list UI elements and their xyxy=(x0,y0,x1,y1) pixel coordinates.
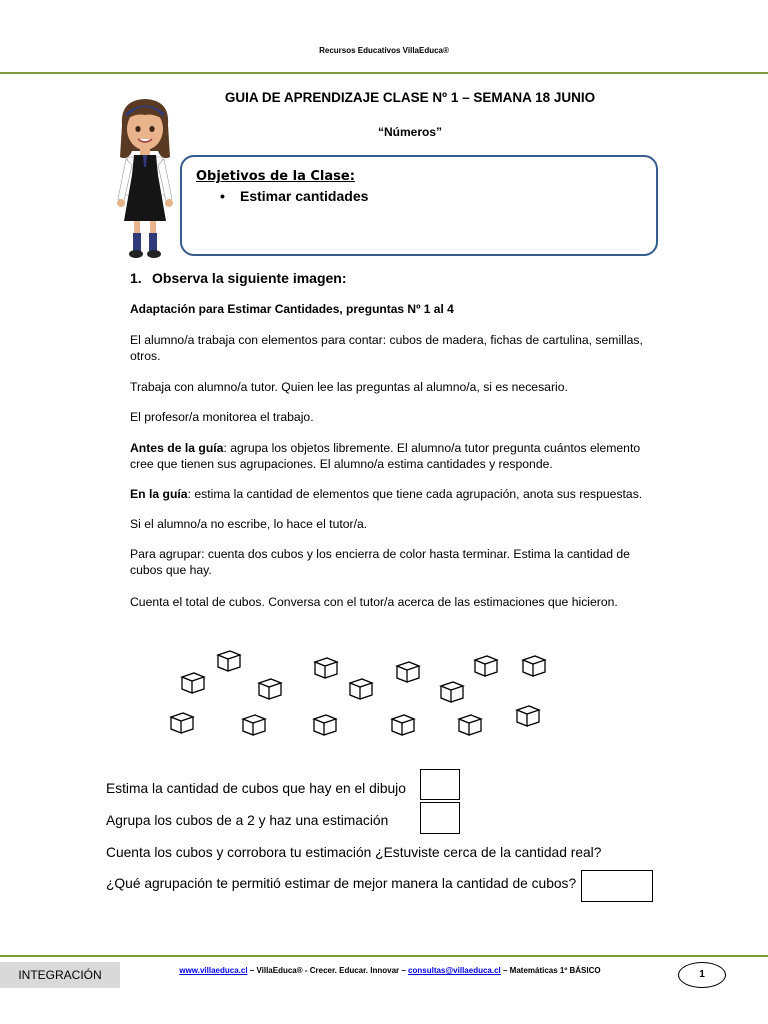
objective-item xyxy=(220,188,368,204)
paragraph: Si el alumno/a no escribe, lo hace el tutor/a. xyxy=(130,517,368,531)
answer-box-best-grouping[interactable] xyxy=(581,870,653,902)
cube-icon xyxy=(471,650,501,680)
question-group: Agrupa los cubos de a 2 y haz una estimación xyxy=(106,813,389,828)
email-link[interactable]: consultas@villaeduca.cl xyxy=(408,966,501,975)
cube-icon xyxy=(255,673,285,703)
integracion-badge: INTEGRACIÓN xyxy=(0,962,120,988)
page-title: GUIA DE APRENDIZAJE CLASE Nº 1 – SEMANA 18 JUNIO xyxy=(224,90,596,105)
cube-icon xyxy=(310,709,340,739)
cube-icon xyxy=(311,652,341,682)
section-subheading: Adaptación para Estimar Cantidades, preguntas Nº 1 al 4 xyxy=(130,302,454,316)
site-link[interactable]: www.villaeduca.cl xyxy=(179,966,248,975)
section-number: 1. xyxy=(130,270,142,286)
objectives-heading: Objetivos de la Clase: xyxy=(196,169,355,184)
cube-icon xyxy=(239,709,269,739)
cube-icon xyxy=(388,709,418,739)
paragraph: Cuenta el total de cubos. Conversa con el tutor/a acerca de las estimaciones que hicieron. xyxy=(130,595,618,609)
paragraph: El profesor/a monitorea el trabajo. xyxy=(130,410,314,424)
header-text: Recursos Educativos VillaEduca® xyxy=(319,46,449,55)
answer-box-estimate[interactable] xyxy=(420,769,460,800)
paragraph: En la guía: estima la cantidad de elementos que tiene cada agrupación, anota sus respuestas. xyxy=(130,487,643,501)
cube-icon xyxy=(437,676,467,706)
question-best-grouping: ¿Qué agrupación te permitió estimar de mejor manera la cantidad de cubos? xyxy=(106,876,577,891)
cube-icon xyxy=(346,673,376,703)
cube-icon xyxy=(214,645,244,675)
paragraph: Para agrupar: cuenta dos cubos y los encierra de color hasta terminar. Estima la cantidad de cubos que hay. xyxy=(130,547,630,577)
student-illustration xyxy=(112,95,178,260)
paragraph: Antes de la guía: agrupa los objetos libremente. El alumno/a tutor pregunta cuántos elemento cree que tienen sus agrupaciones. El alumno/a estima cantidades y responde. xyxy=(130,441,641,471)
page-number: 1 xyxy=(678,962,726,988)
objective-item-label: Estimar cantidades xyxy=(240,188,369,204)
page-subtitle: “Números” xyxy=(377,125,442,139)
paragraph: Trabaja con alumno/a tutor. Quien lee las preguntas al alumno/a, si es necesario. xyxy=(130,380,568,394)
footer-text: www.villaeduca.cl – VillaEduca® - Crecer. Educar. Innovar – consultas@villaeduca.cl – Matemáticas 1º BÁSICO xyxy=(179,966,601,975)
paragraph: El alumno/a trabaja con elementos para contar: cubos de madera, fichas de cartulina, semillas, otros. xyxy=(130,333,643,363)
cube-icon xyxy=(513,700,543,730)
section-heading xyxy=(130,270,347,286)
footer-divider xyxy=(0,955,768,957)
cube-icon xyxy=(167,707,197,737)
bullet-point: • xyxy=(220,188,225,204)
answer-box-group[interactable] xyxy=(420,802,460,834)
cube-icon xyxy=(519,650,549,680)
question-count: Cuenta los cubos y corrobora tu estimación ¿Estuviste cerca de la cantidad real? xyxy=(106,845,602,860)
cube-icon xyxy=(455,709,485,739)
cube-icon xyxy=(178,667,208,697)
section-heading-label: Observa la siguiente imagen: xyxy=(152,270,347,286)
header-divider xyxy=(0,72,768,74)
question-estimate: Estima la cantidad de cubos que hay en el dibujo xyxy=(106,781,406,796)
cube-icon xyxy=(393,656,423,686)
